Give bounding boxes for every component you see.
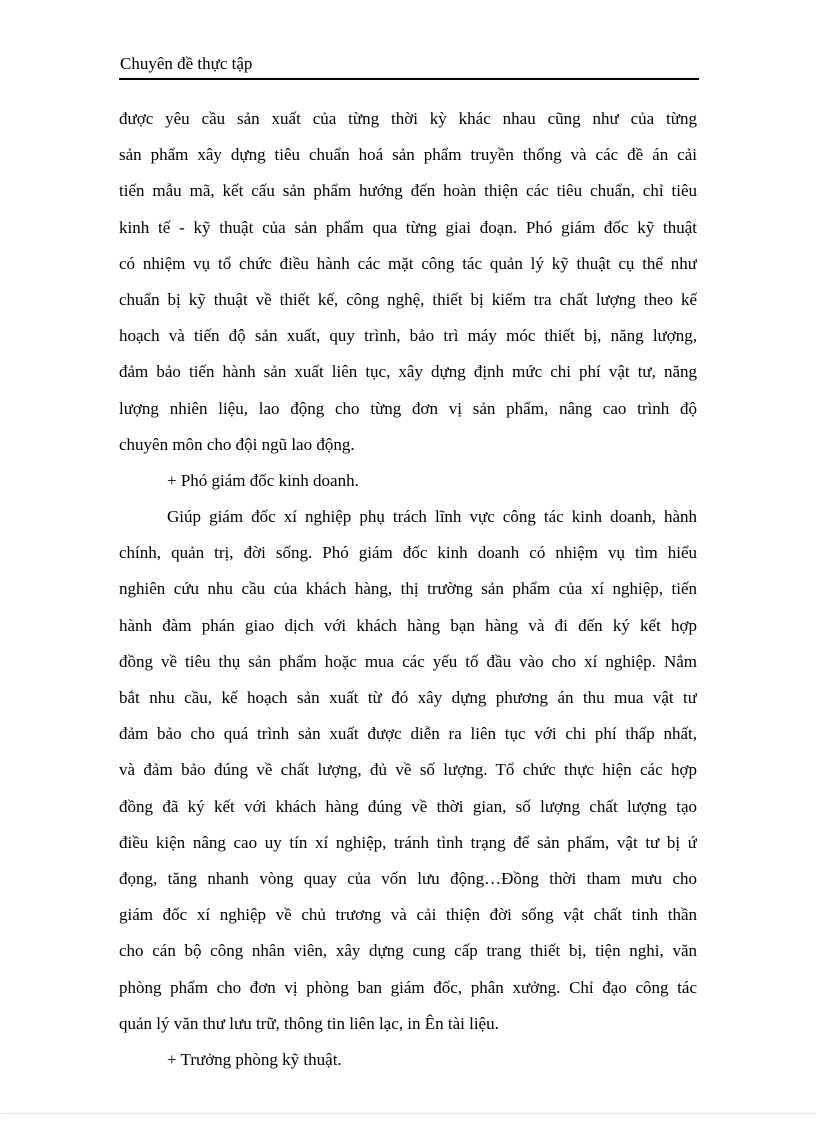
paragraph-2-line-11: đọng, tăng nhanh vòng quay của vốn lưu động…Đồng thời tham mưu cho <box>119 868 697 888</box>
paragraph-2-line-9: đồng đã ký kết với khách hàng đúng về thời gian, số lượng chất lượng tạo <box>119 796 697 816</box>
paragraph-2-line-3: nghiên cứu nhu cầu của khách hàng, thị trường sản phẩm của xí nghiệp, tiến <box>119 579 697 599</box>
paragraph-1-line-7: hoạch và tiến độ sản xuất, quy trình, bảo trì máy móc thiết bị, năng lượng, <box>119 326 697 346</box>
paragraph-2-line-4: hành đàm phán giao dịch với khách hàng bạn hàng và đi đến ký kết hợp <box>119 615 697 635</box>
paragraph-1-line-5: có nhiệm vụ tổ chức điều hành các mặt công tác quản lý kỹ thuật cụ thể như <box>119 253 697 273</box>
paragraph-2-line-15: quản lý văn thư lưu trữ, thông tin liên lạc, in Ên tài liệu. <box>119 1013 499 1033</box>
paragraph-1-line-2: sản phẩm xây dựng tiêu chuẩn hoá sản phẩm truyền thống và các đề án cải <box>119 145 697 165</box>
paragraph-1-line-9: lượng nhiên liệu, lao động cho từng đơn vị sản phẩm, nâng cao trình độ <box>119 398 697 418</box>
paragraph-1-line-4: kinh tế - kỹ thuật của sản phẩm qua từng giai đoạn. Phó giám đốc kỹ thuật <box>119 217 697 237</box>
header-title: Chuyên đề thực tập <box>120 54 253 73</box>
paragraph-1-line-1: được yêu cầu sản xuất của từng thời kỳ khác nhau cũng như của từng <box>119 109 697 128</box>
paragraph-2-line-12: giám đốc xí nghiệp về chủ trương và cải thiện đời sống vật chất tinh thần <box>119 905 697 925</box>
section-heading-business-deputy: + Phó giám đốc kinh doanh. <box>167 470 359 490</box>
paragraph-2-line-2: chính, quản trị, đời sống. Phó giám đốc kinh doanh có nhiệm vụ tìm hiểu <box>119 543 697 563</box>
paragraph-1-line-3: tiến mẫu mã, kết cấu sản phẩm hướng đến hoàn thiện các tiêu chuẩn, chỉ tiêu <box>119 181 697 201</box>
paragraph-2-line-1: Giúp giám đốc xí nghiệp phụ trách lĩnh vực công tác kinh doanh, hành <box>167 507 697 527</box>
paragraph-1-line-8: đảm bảo tiến hành sản xuất liên tục, xây dựng định mức chi phí vật tư, năng <box>119 362 697 382</box>
paragraph-1-line-10: chuyên môn cho đội ngũ lao động. <box>119 434 355 454</box>
document-body <box>119 101 697 1078</box>
paragraph-2-line-7: đảm bảo cho quá trình sản xuất được diễn ra liên tục với chi phí thấp nhất, <box>119 724 697 744</box>
paragraph-2-line-5: đồng về tiêu thụ sản phẩm hoặc mua các yếu tố đầu vào cho xí nghiệp. Nắm <box>119 651 697 671</box>
paragraph-2-line-14: phòng phẩm cho đơn vị phòng ban giám đốc, phân xưởng. Chỉ đạo công tác <box>119 977 697 997</box>
paragraph-2-line-6: bắt nhu cầu, kế hoạch sản xuất từ đó xây dựng phương án thu mua vật tư <box>119 688 697 707</box>
paragraph-2-line-8: và đảm bảo đúng về chất lượng, đủ về số lượng. Tổ chức thực hiện các hợp <box>119 760 697 780</box>
section-heading-technical-head: + Trưởng phòng kỹ thuật. <box>167 1049 342 1069</box>
paragraph-1-line-6: chuẩn bị kỹ thuật về thiết kế, công nghệ, thiết bị kiểm tra chất lượng theo kế <box>119 289 697 309</box>
paragraph-2-line-10: điều kiện nâng cao uy tín xí nghiệp, tránh tình trạng để sản phẩm, vật tư bị ứ <box>119 832 697 852</box>
page-bottom-divider <box>0 1113 816 1114</box>
page-header <box>119 52 699 80</box>
paragraph-2-line-13: cho cán bộ công nhân viên, xây dựng cung cấp trang thiết bị, tiện nghi, văn <box>119 941 697 961</box>
